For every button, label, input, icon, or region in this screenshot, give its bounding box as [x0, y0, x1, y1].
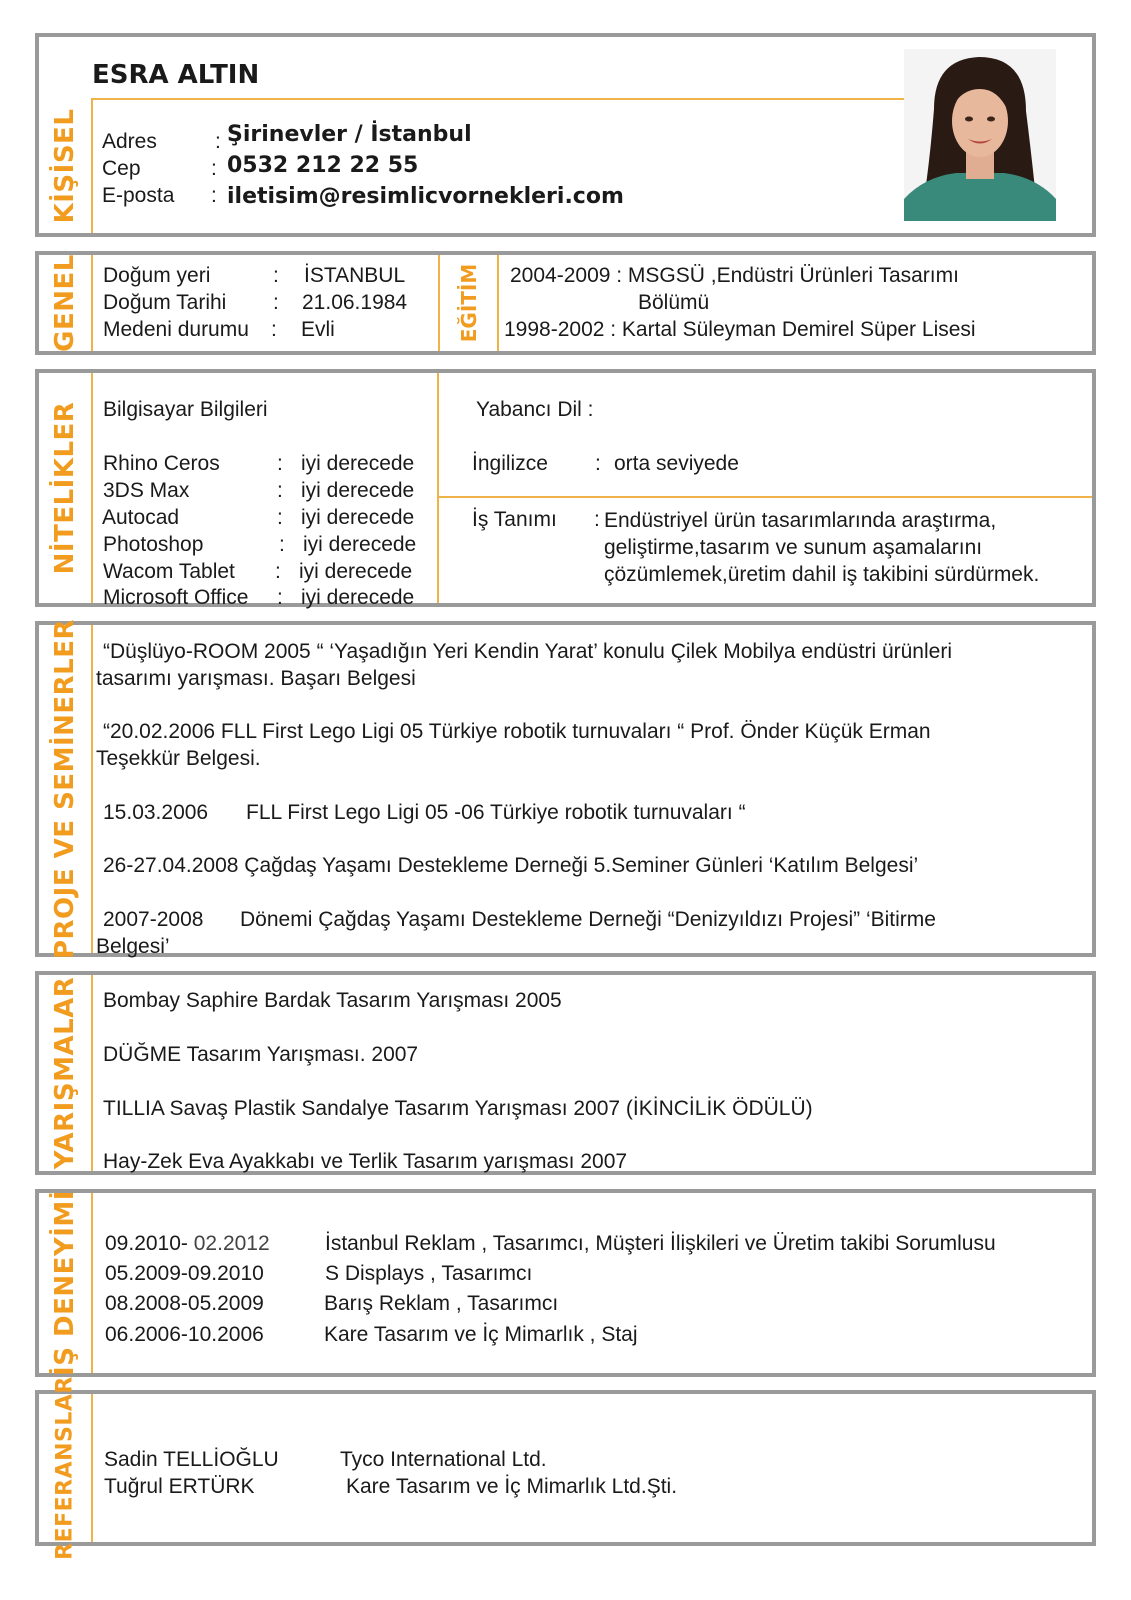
education-line: Bölümü: [638, 291, 710, 314]
references-label: REFERANSLAR: [52, 1376, 78, 1560]
skill-level: iyi derecede: [301, 452, 415, 475]
experience-side-label: [39, 1190, 93, 1376]
references-section: [35, 1376, 1096, 1560]
language-level: orta seviyede: [614, 452, 739, 475]
address-label: Adres: [102, 130, 157, 153]
job-description-line: geliştirme,tasarım ve sunum aşamalarını: [604, 536, 983, 559]
job-title: İş Tanımı: [472, 508, 557, 531]
competition-item: Hay-Zek Eva Ayakkabı ve Terlik Tasarım yarışması 2007: [103, 1150, 628, 1173]
experience-date: 06.2006-10.2006: [105, 1323, 264, 1346]
skill-name: Autocad: [102, 506, 180, 529]
experience-label: İŞ DENEYİMİ: [50, 1190, 80, 1376]
general-row-colon: :: [273, 264, 279, 287]
projects-side-label: [39, 618, 93, 960]
experience-desc: S Displays , Tasarımcı: [325, 1262, 533, 1285]
competitions-section: [35, 971, 1096, 1175]
general-row-label: Medeni durumu: [103, 318, 249, 341]
skill-colon: :: [279, 533, 285, 556]
competition-item: DÜĞME Tasarım Yarışması. 2007: [103, 1043, 419, 1066]
project-line: “Düşlüyo-ROOM 2005 “ ‘Yaşadığın Yeri Kendin Yarat’ konulu Çilek Mobilya endüstri ürünleri: [103, 640, 952, 663]
general-row-label: Doğum Tarihi: [103, 291, 227, 314]
language-colon: :: [595, 452, 601, 475]
education-divider-right: [497, 255, 499, 351]
skills-side-label: [39, 373, 93, 603]
skill-name: 3DS Max: [103, 479, 190, 502]
phone-colon: :: [211, 157, 217, 180]
phone-value: 0532 212 22 55: [227, 153, 419, 178]
language-title: Yabancı Dil :: [476, 398, 594, 421]
personal-label: KİŞİSEL: [50, 108, 80, 224]
job-colon: :: [594, 508, 600, 531]
experience-desc: Kare Tasarım ve İç Mimarlık , Staj: [324, 1323, 638, 1346]
skills-language-divider: [437, 496, 1092, 498]
general-row-value: İSTANBUL: [304, 264, 406, 287]
project-date: 2007-2008: [103, 908, 204, 931]
reference-name: Sadin TELLİOĞLU: [104, 1448, 279, 1471]
reference-company: Tyco International Ltd.: [340, 1448, 547, 1471]
phone-label: Cep: [102, 157, 141, 180]
skills-section: [35, 369, 1096, 607]
skill-level: iyi derecede: [301, 586, 415, 609]
computer-skills-title: Bilgisayar Bilgileri: [103, 398, 268, 421]
skill-colon: :: [277, 452, 283, 475]
experience-date: 05.2009-09.2010: [105, 1262, 264, 1285]
language-name: İngilizce: [472, 452, 548, 475]
experience-desc: İstanbul Reklam , Tasarımcı, Müşteri İlişkileri ve Üretim takibi Sorumlusu: [325, 1232, 996, 1255]
skills-column-divider: [437, 373, 439, 603]
personal-side-label: [39, 99, 93, 233]
competition-item: TILLIA Savaş Plastik Sandalye Tasarım Yarışması 2007 (İKİNCİLİK ÖDÜLÜ): [103, 1097, 813, 1120]
skill-level: iyi derecede: [301, 479, 415, 502]
person-name: ESRA ALTIN: [92, 60, 260, 90]
skills-label: NİTELİKLER: [50, 401, 80, 575]
competition-item: Bombay Saphire Bardak Tasarım Yarışması 2005: [103, 989, 562, 1012]
experience-date: [105, 1233, 270, 1254]
projects-section: [35, 618, 1096, 960]
education-line: 2004-2009 : MSGSÜ ,Endüstri Ürünleri Tasarımı: [510, 264, 959, 287]
general-row-value: 21.06.1984: [302, 291, 408, 314]
job-description-line: çözümlemek,üretim dahil iş takibini sürdürmek.: [604, 563, 1040, 586]
job-description-line: Endüstriyel ürün tasarımlarında araştırma,: [604, 509, 997, 532]
skill-level: iyi derecede: [299, 560, 413, 583]
personal-header-divider: [91, 98, 906, 100]
project-line: 26-27.04.2008 Çağdaş Yaşamı Destekleme Derneği 5.Seminer Günleri ‘Katılım Belgesi’: [103, 854, 919, 877]
portrait-image: [904, 49, 1056, 221]
experience-date-start: 09.2010-: [105, 1232, 194, 1255]
reference-name: Tuğrul ERTÜRK: [104, 1475, 255, 1498]
education-label: EĞİTİM: [456, 263, 481, 343]
general-side-label: [39, 255, 93, 351]
education-line: 1998-2002 : Kartal Süleyman Demirel Süper Lisesi: [504, 318, 976, 341]
general-row-colon: :: [271, 318, 277, 341]
project-line: Teşekkür Belgesi.: [96, 747, 261, 770]
personal-section: [35, 33, 1096, 237]
skill-name: Microsoft Office: [103, 586, 249, 609]
project-line: FLL First Lego Ligi 05 -06 Türkiye robotik turnuvaları “: [246, 801, 746, 824]
skill-colon: :: [275, 560, 281, 583]
experience-desc: Barış Reklam , Tasarımcı: [324, 1292, 559, 1315]
skill-name: Wacom Tablet: [103, 560, 235, 583]
experience-section: [35, 1189, 1096, 1377]
reference-company: Kare Tasarım ve İç Mimarlık Ltd.Şti.: [346, 1475, 678, 1498]
skill-level: iyi derecede: [301, 506, 415, 529]
project-line: tasarımı yarışması. Başarı Belgesi: [96, 667, 416, 690]
general-education-section: [35, 251, 1096, 355]
general-label: GENEL: [50, 254, 80, 352]
skill-colon: :: [277, 506, 283, 529]
skill-colon: :: [277, 479, 283, 502]
general-row-colon: :: [273, 291, 279, 314]
competitions-label: YARIŞMALAR: [50, 976, 80, 1170]
email-label: E-posta: [102, 184, 175, 207]
skill-name: Rhino Ceros: [103, 452, 220, 475]
project-date: 15.03.2006: [103, 801, 209, 824]
experience-date: 08.2008-05.2009: [105, 1292, 264, 1315]
skill-name: Photoshop: [103, 533, 204, 556]
projects-label: PROJE VE SEMİNERLER: [50, 618, 80, 960]
references-side-label: [39, 1376, 93, 1560]
project-line: Belgesi’: [96, 935, 170, 958]
project-line: “20.02.2006 FLL First Lego Ligi 05 Türkiye robotik turnuvaları “ Prof. Önder Küçük Erman: [103, 720, 931, 743]
experience-date-end: 02.2012: [193, 1232, 270, 1255]
address-colon: :: [215, 130, 221, 153]
competitions-side-label: [39, 975, 93, 1171]
project-line: Dönemi Çağdaş Yaşamı Destekleme Derneği “Denizyıldızı Projesi” ‘Bitirme: [240, 908, 936, 931]
education-side-label: [440, 255, 497, 351]
skill-level: iyi derecede: [303, 533, 417, 556]
email-value: iletisim@resimlicvornekleri.com: [227, 184, 624, 209]
address-value: Şirinevler / İstanbul: [227, 122, 472, 147]
general-row-label: Doğum yeri: [103, 264, 211, 287]
skill-colon: :: [277, 586, 283, 609]
general-row-value: Evli: [301, 318, 335, 341]
profile-photo: [904, 49, 1056, 221]
email-colon: :: [211, 184, 217, 207]
